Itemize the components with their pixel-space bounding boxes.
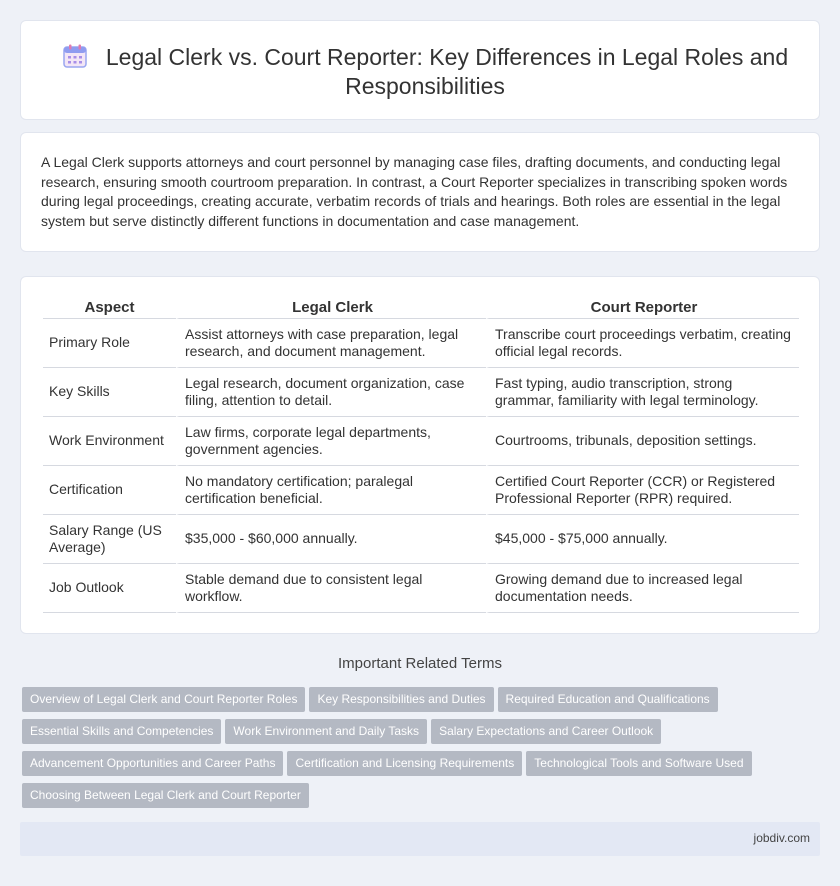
court-reporter-cell: Growing demand due to increased legal documentation needs. [486, 564, 799, 613]
legal-clerk-cell: No mandatory certification; paralegal certification beneficial. [176, 466, 486, 515]
related-term-tag[interactable]: Work Environment and Daily Tasks [225, 719, 427, 744]
legal-clerk-cell: $35,000 - $60,000 annually. [176, 515, 486, 564]
summary-text: A Legal Clerk supports attorneys and court personnel by managing case files, drafting documents, and conducting legal research, ensuring smooth courtroom preparation. In contrast, a Court Reporter specializes in transcribing spoken words during legal proceedings, creating accurate, verbatim records of trials and hearings. Both roles are essential in the legal system but serve distinctly different functions in documentation and case management. [41, 154, 788, 229]
related-terms-heading: Important Related Terms [338, 655, 502, 672]
page-title [51, 43, 799, 101]
column-header-aspect: Aspect [43, 295, 176, 319]
related-term-tag[interactable]: Choosing Between Legal Clerk and Court Reporter [22, 783, 309, 808]
legal-clerk-cell: Assist attorneys with case preparation, legal research, and document management. [176, 319, 486, 368]
table-row [43, 417, 799, 466]
footer [20, 822, 820, 856]
table-row [43, 319, 799, 368]
row-aspect: Key Skills [43, 368, 176, 417]
table-row [43, 564, 799, 613]
summary-card [20, 132, 820, 252]
table-header-row [43, 295, 799, 319]
legal-clerk-cell: Legal research, document organization, case filing, attention to detail. [176, 368, 486, 417]
column-header-legal-clerk: Legal Clerk [176, 295, 486, 319]
related-term-tag[interactable]: Salary Expectations and Career Outlook [431, 719, 661, 744]
court-reporter-cell: Certified Court Reporter (CCR) or Registered Professional Reporter (RPR) required. [486, 466, 799, 515]
row-aspect: Certification [43, 466, 176, 515]
court-reporter-cell: Fast typing, audio transcription, strong grammar, familiarity with legal terminology. [486, 368, 799, 417]
column-header-court-reporter: Court Reporter [486, 295, 799, 319]
court-reporter-cell: $45,000 - $75,000 annually. [486, 515, 799, 564]
related-terms-list [22, 687, 812, 815]
footer-site-link[interactable]: jobdiv.com [753, 831, 810, 845]
legal-clerk-cell: Law firms, corporate legal departments, government agencies. [176, 417, 486, 466]
page-title-text: Legal Clerk vs. Court Reporter: Key Differences in Legal Roles and Responsibilities [105, 44, 789, 99]
header [51, 43, 799, 101]
related-term-tag[interactable]: Essential Skills and Competencies [22, 719, 221, 744]
row-aspect: Salary Range (US Average) [43, 515, 176, 564]
related-term-tag[interactable]: Technological Tools and Software Used [526, 751, 751, 776]
header-card [20, 20, 820, 120]
court-reporter-cell: Courtrooms, tribunals, deposition settings. [486, 417, 799, 466]
row-aspect: Work Environment [43, 417, 176, 466]
court-reporter-cell: Transcribe court proceedings verbatim, creating official legal records. [486, 319, 799, 368]
table-row [43, 515, 799, 564]
related-term-tag[interactable]: Overview of Legal Clerk and Court Reporter Roles [22, 687, 305, 712]
related-term-tag[interactable]: Required Education and Qualifications [498, 687, 718, 712]
comparison-card [20, 276, 820, 634]
row-aspect: Primary Role [43, 319, 176, 368]
row-aspect: Job Outlook [43, 564, 176, 613]
comparison-table [43, 295, 799, 613]
related-term-tag[interactable]: Certification and Licensing Requirements [287, 751, 522, 776]
table-row [43, 368, 799, 417]
calendar-icon [62, 43, 88, 69]
related-term-tag[interactable]: Key Responsibilities and Duties [309, 687, 493, 712]
legal-clerk-cell: Stable demand due to consistent legal workflow. [176, 564, 486, 613]
related-term-tag[interactable]: Advancement Opportunities and Career Paths [22, 751, 283, 776]
table-row [43, 466, 799, 515]
